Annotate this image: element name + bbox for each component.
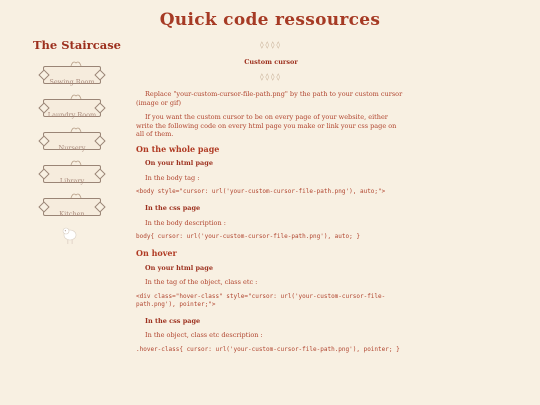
nav-label: Sewing Room <box>49 78 95 86</box>
flourish-icon <box>70 125 126 133</box>
lamb-icon[interactable] <box>61 224 79 246</box>
nav-sewing-room[interactable] <box>43 66 101 84</box>
flourish-icon <box>70 158 126 166</box>
heading-whole-page: On the whole page <box>136 143 220 154</box>
nav-label: Laundry Room <box>47 111 97 119</box>
heading-html-page: On your html page <box>145 159 213 167</box>
heading-on-hover: On hover <box>136 248 177 258</box>
sidebar-nav <box>28 66 138 216</box>
sidebar <box>28 38 138 231</box>
code-snippet[interactable]: <div class="hover-class" style="cursor: url('your-custom-cursor-file-path.png'), pointer;"> <box>136 292 386 308</box>
section-title: Custom cursor <box>244 58 298 66</box>
nav-label: Nursery <box>58 144 86 152</box>
heading-css-page: In the css page <box>145 316 201 325</box>
flourish-icon <box>70 92 126 100</box>
code-snippet[interactable]: <body style="cursor: url('your-custom-cursor-file-path.png'), auto;"> <box>136 188 386 195</box>
sidebar-title: The Staircase <box>33 38 121 52</box>
description: In the body description : <box>145 218 226 227</box>
site-title: Quick code ressources <box>159 10 381 30</box>
nav-laundry-room[interactable] <box>43 99 101 117</box>
nav-kitchen[interactable] <box>43 198 101 216</box>
description: In the tag of the object, class etc : <box>145 278 258 286</box>
code-snippet[interactable]: body{ cursor: url('your-custom-cursor-file-path.png'), auto; } <box>136 233 360 240</box>
ornament-divider: ◊◊◊◊ <box>260 41 282 49</box>
nav-label: Kitchen <box>59 210 85 218</box>
intro-paragraph: Replace "your-custom-cursor-file-path.png" by the path to your custom cursor (image or gif) <box>136 90 403 107</box>
code-snippet[interactable]: .hover-class{ cursor: url('your-custom-cursor-file-path.png'), pointer; } <box>136 345 400 353</box>
description: In the object, class etc description : <box>145 331 263 339</box>
nav-nursery[interactable] <box>43 132 101 150</box>
article <box>136 90 406 362</box>
ornament-divider: ◊◊◊◊ <box>260 73 282 81</box>
nav-label: Library <box>59 177 85 185</box>
heading-html-page: On your html page <box>145 263 213 272</box>
flourish-icon <box>70 191 126 199</box>
nav-library[interactable] <box>43 165 101 183</box>
heading-css-page: In the css page <box>145 204 201 212</box>
description: In the body tag : <box>145 173 200 182</box>
intro-paragraph: If you want the custom cursor to be on every page of your website, either write the following code on every html page you make or link your css page on all of them. <box>136 113 397 138</box>
flourish-icon <box>70 59 126 67</box>
